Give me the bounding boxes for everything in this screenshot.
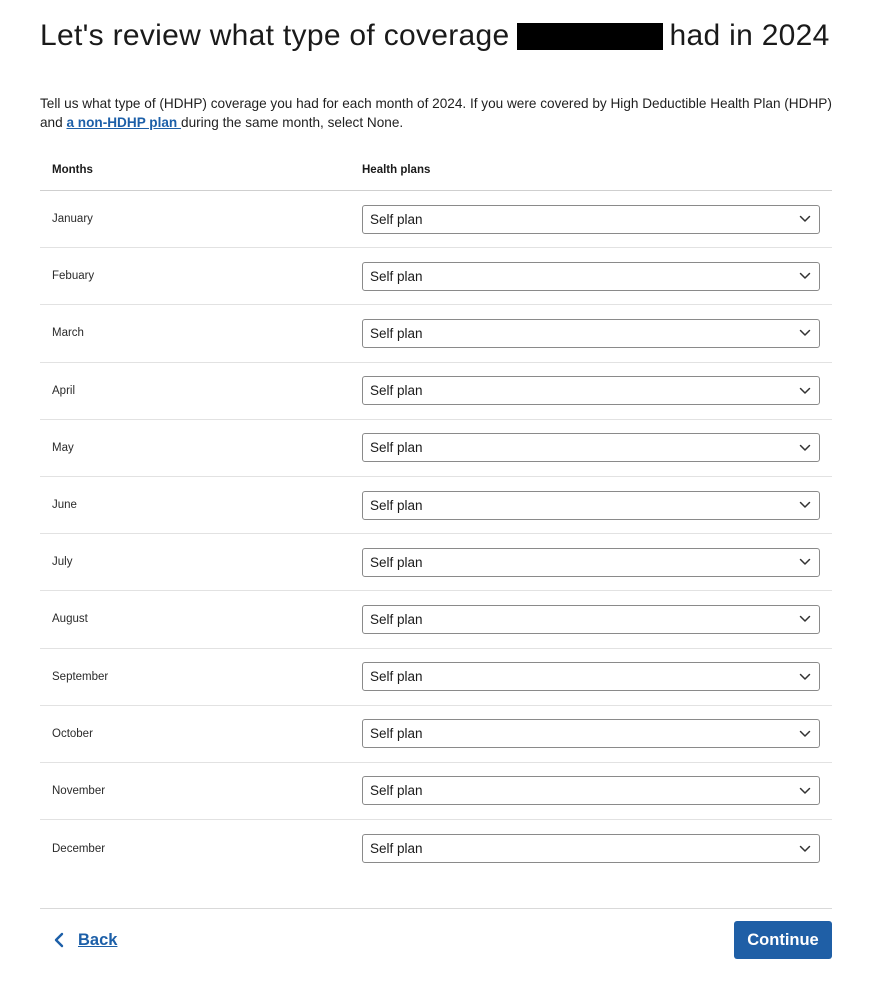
health-plan-select[interactable]	[362, 205, 820, 234]
table-row	[40, 248, 832, 305]
health-plan-selected-value: Self plan	[370, 268, 423, 284]
month-label: May	[52, 441, 74, 454]
health-plan-selected-value: Self plan	[370, 726, 423, 742]
table-row	[40, 591, 832, 648]
month-label: June	[52, 499, 77, 512]
footer-divider	[40, 908, 832, 909]
health-plan-select[interactable]	[362, 433, 820, 462]
chevron-down-icon	[799, 329, 811, 337]
continue-button-label: Continue	[747, 930, 819, 949]
continue-button[interactable]	[734, 921, 832, 959]
table-row	[40, 363, 832, 420]
chevron-down-icon	[799, 215, 811, 223]
table-row	[40, 706, 832, 763]
health-plan-select[interactable]	[362, 376, 820, 405]
month-label: March	[52, 327, 84, 340]
chevron-down-icon	[799, 444, 811, 452]
back-button-label: Back	[78, 930, 118, 949]
month-label: September	[52, 670, 109, 683]
health-plan-selected-value: Self plan	[370, 325, 423, 341]
non-hdhp-plan-link[interactable]: a non-HDHP plan	[66, 115, 182, 130]
health-plan-selected-value: Self plan	[370, 841, 423, 857]
table-row	[40, 763, 832, 820]
column-header-months: Months	[52, 164, 93, 176]
health-plan-select[interactable]	[362, 776, 820, 805]
table-row	[40, 191, 832, 248]
month-label: Febuary	[52, 270, 95, 283]
health-plan-selected-value: Self plan	[370, 669, 423, 685]
chevron-down-icon	[799, 845, 811, 853]
month-label: December	[52, 842, 106, 855]
month-label: November	[52, 784, 106, 797]
table-row	[40, 820, 832, 877]
intro-text-before: Tell us what type of (HDHP) coverage you had for each month of 2024. If you were covered by High Deductible Health Plan (HDHP) and	[40, 96, 832, 130]
month-label: August	[52, 613, 88, 626]
intro-text	[40, 94, 840, 132]
table-row	[40, 305, 832, 362]
chevron-down-icon	[799, 730, 811, 738]
health-plan-selected-value: Self plan	[370, 611, 423, 627]
health-plan-select[interactable]	[362, 491, 820, 520]
table-body	[40, 191, 832, 877]
chevron-down-icon	[799, 558, 811, 566]
month-label: October	[52, 727, 93, 740]
health-plan-selected-value: Self plan	[370, 383, 423, 399]
page-title	[40, 16, 830, 56]
month-label: January	[52, 213, 93, 226]
chevron-down-icon	[799, 272, 811, 280]
chevron-down-icon	[799, 615, 811, 623]
month-label: April	[52, 384, 76, 397]
health-plan-selected-value: Self plan	[370, 497, 423, 513]
month-label: July	[52, 556, 73, 569]
coverage-table	[40, 150, 832, 877]
health-plan-selected-value: Self plan	[370, 211, 423, 227]
health-plan-select[interactable]	[362, 319, 820, 348]
health-plan-select[interactable]	[362, 834, 820, 863]
page-title-suffix: had in 2024	[669, 19, 830, 52]
health-plan-select[interactable]	[362, 719, 820, 748]
table-row	[40, 420, 832, 477]
table-row	[40, 477, 832, 534]
chevron-left-icon	[54, 932, 64, 948]
table-row	[40, 534, 832, 591]
back-button[interactable]	[54, 926, 117, 954]
chevron-down-icon	[799, 387, 811, 395]
table-row	[40, 649, 832, 706]
page-title-prefix: Let's review what type of coverage	[40, 19, 510, 52]
chevron-down-icon	[799, 787, 811, 795]
health-plan-select[interactable]	[362, 605, 820, 634]
column-header-health-plans: Health plans	[362, 164, 431, 176]
chevron-down-icon	[799, 673, 811, 681]
health-plan-select[interactable]	[362, 548, 820, 577]
health-plan-selected-value: Self plan	[370, 783, 423, 799]
chevron-down-icon	[799, 501, 811, 509]
health-plan-selected-value: Self plan	[370, 554, 423, 570]
health-plan-select[interactable]	[362, 262, 820, 291]
intro-text-after: during the same month, select None.	[181, 115, 404, 130]
table-header	[40, 150, 832, 191]
redacted-name	[517, 23, 663, 50]
health-plan-selected-value: Self plan	[370, 440, 423, 456]
health-plan-select[interactable]	[362, 662, 820, 691]
